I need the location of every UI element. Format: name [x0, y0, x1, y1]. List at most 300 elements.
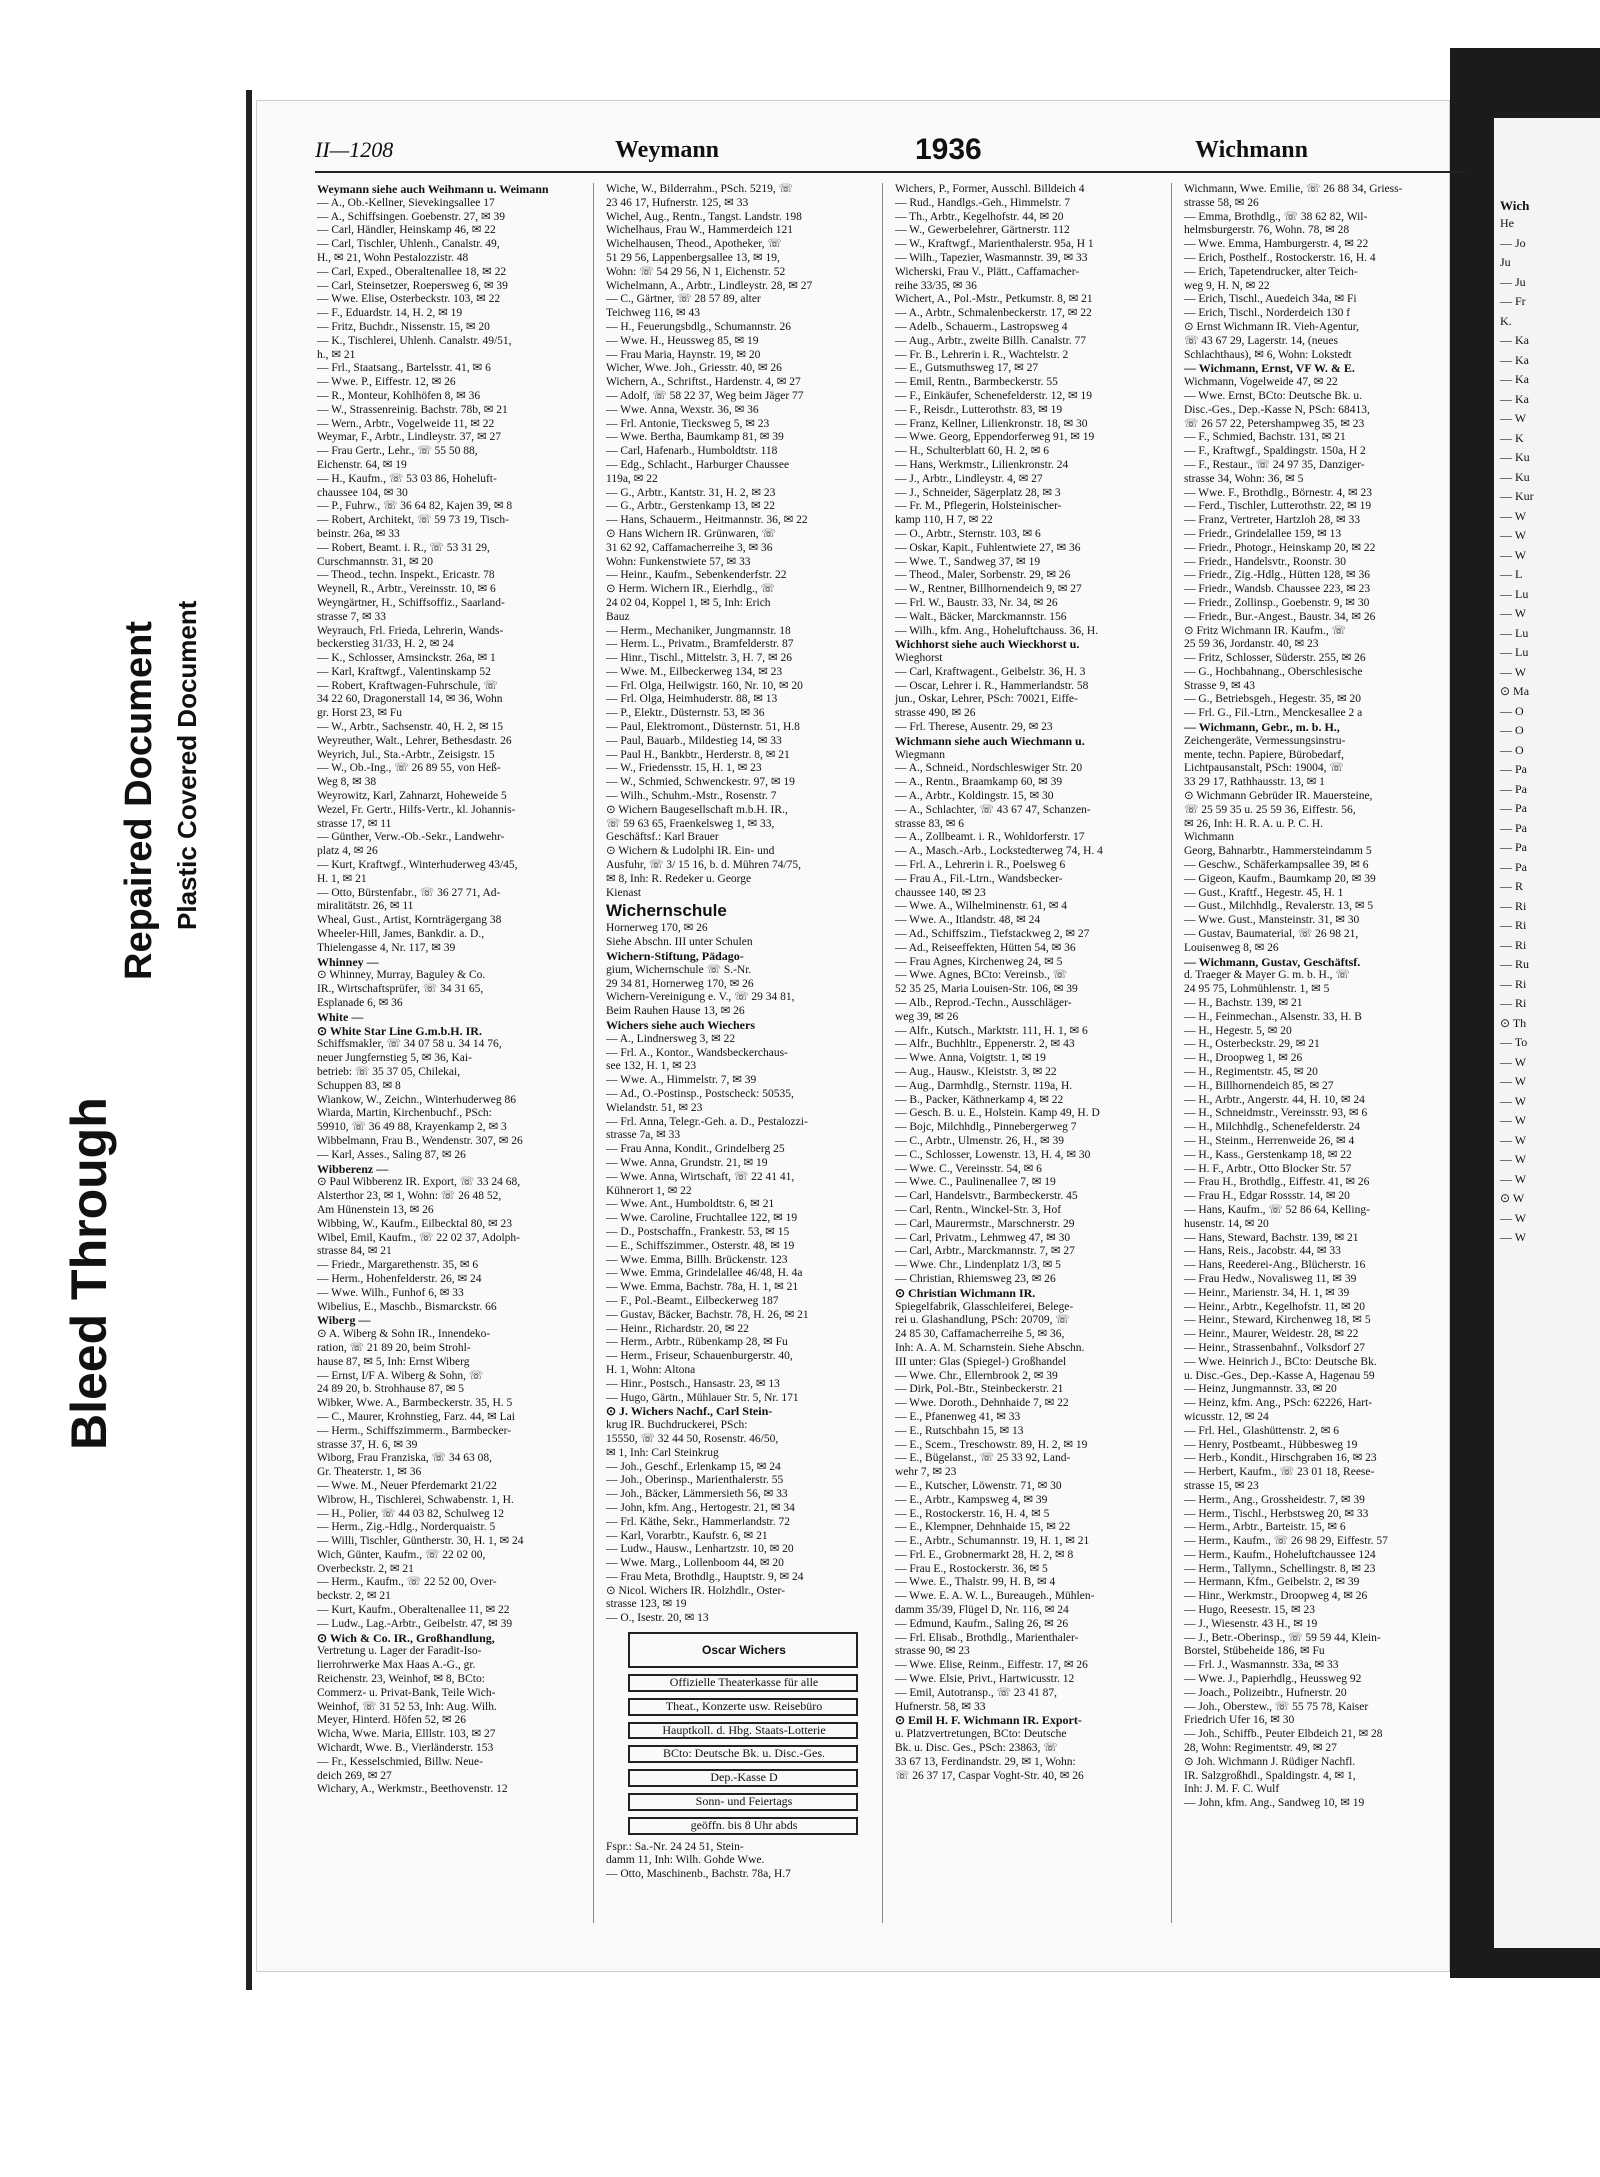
directory-entry: — Frl., Staatsang., Bartelsstr. 41, ✉ 6	[317, 362, 491, 375]
adjacent-page-line: — W	[1500, 1054, 1527, 1069]
directory-entry: Louisenweg 8, ✉ 26	[1184, 941, 1279, 954]
directory-entry: — Edg., Schlacht., Harburger Chaussee	[606, 458, 790, 471]
directory-entry: strasse 37, H. 6, ✉ 39	[317, 1438, 418, 1451]
directory-entry: — H., Regimentstr. 45, ✉ 20	[1184, 1066, 1318, 1078]
directory-entry: — W., Ob.-Ing., ☏ 26 89 55, von Heß-	[317, 762, 501, 775]
directory-entry: — Wilh., Tapezier, Wasmannstr. 39, ✉ 33	[895, 251, 1088, 264]
directory-entry: — G., Arbtr., Gerstenkamp 13, ✉ 22	[606, 500, 776, 513]
directory-entry: — Carl, Handelsvtr., Barmbeckerstr. 45	[895, 1190, 1078, 1203]
directory-entry: — H., Hegestr. 5, ✉ 20	[1184, 1024, 1292, 1037]
adjacent-page-line: — W	[1500, 1152, 1527, 1166]
directory-entry: Wezel, Fr. Gertr., Hilfs-Vertr., kl. Johannis-	[317, 803, 516, 816]
directory-entry: Borstel, Stübeheide 186, ✉ Fu	[1184, 1645, 1325, 1658]
directory-entry: Wiborg, Frau Franziska, ☏ 34 63 08,	[317, 1452, 493, 1465]
directory-entry: Wohn: Funkenstwiete 57, ✉ 33	[606, 555, 751, 568]
directory-entry: Wichern-Stiftung, Pädago-	[606, 950, 744, 964]
directory-entry: Wichert, A., Pol.-Mstr., Petkumstr. 8, ✉ 21	[895, 293, 1093, 306]
directory-entry: — Carl, Exped., Oberaltenallee 18, ✉ 22	[317, 265, 507, 278]
directory-entry: — Carl, Steinsetzer, Roepersweg 6, ✉ 39	[317, 279, 508, 292]
directory-entry: — Heinz, Jungmannstr. 33, ✉ 20	[1184, 1383, 1337, 1396]
adjacent-page-line: — W	[1500, 528, 1527, 542]
directory-entry: — E., Rutschbahn 15, ✉ 13	[895, 1424, 1024, 1437]
directory-entry: — Theod., techn. Inspekt., Ericastr. 78	[317, 569, 495, 582]
directory-entry: — Frau Anna, Kondit., Grindelberg 25	[606, 1143, 785, 1156]
directory-entry: Siehe Abschn. III unter Schulen	[606, 936, 753, 949]
directory-entry: strasse 84, ✉ 21	[317, 1245, 392, 1258]
directory-entry: H. 1, ✉ 21	[317, 872, 367, 885]
directory-entry: Wichernschule	[606, 901, 727, 921]
directory-entry: — E., Klempner, Dehnhaide 15, ✉ 22	[895, 1521, 1071, 1534]
adjacent-page-line: — Ku	[1500, 469, 1530, 484]
directory-entry: ⊙ Herm. Wichern IR., Eierhdlg., ☏	[606, 583, 775, 596]
directory-entry: — Wwe. E. A. W. L., Bureaugeh., Mühlen-	[895, 1590, 1095, 1603]
directory-entry: — Frl. Antonie, Tiecksweg 5, ✉ 23	[606, 417, 770, 430]
directory-entry: — Frau Meta, Brothdlg., Hauptstr. 9, ✉ 24	[606, 1570, 804, 1583]
directory-entry: betrieb: ☏ 35 37 05, Chilekai,	[317, 1066, 461, 1078]
directory-entry: — A., Schneid., Nordschleswiger Str. 20	[895, 762, 1083, 775]
directory-entry: — H., Billhornendeich 85, ✉ 27	[1184, 1079, 1334, 1092]
directory-entry: Wheal, Gust., Artist, Kornträgergang 38	[317, 914, 502, 927]
directory-entry: Weynell, R., Arbtr., Vereinsstr. 10, ✉ 6	[317, 583, 496, 596]
directory-entry: ✉ 8, Inh: R. Redeker u. George	[606, 872, 752, 885]
directory-entry: — G., Arbtr., Kantstr. 31, H. 2, ✉ 23	[606, 486, 776, 499]
directory-entry: — Karl, Kraftwgf., Valentinskamp 52	[317, 665, 491, 678]
directory-entry: hause 87, ✉ 5, Inh: Ernst Wiberg	[317, 1355, 470, 1368]
scan-condition-labels	[60, 360, 200, 1460]
directory-entry: — Erich, Tischl., Auedeich 34a, ✉ Fi	[1184, 293, 1357, 306]
directory-entry: rei u. Glashandlung, PSch: 20709, ☏	[895, 1314, 1070, 1327]
directory-entry: ⊙ Fritz Wichmann IR. Kaufm., ☏	[1184, 624, 1346, 637]
directory-entry: 51 29 56, Lappenbergsallee 13, ✉ 19,	[606, 251, 780, 264]
directory-entry: — Heinr., Marienstr. 34, H. 1, ✉ 39	[1184, 1286, 1350, 1299]
repaired-document-label: Repaired Document	[118, 621, 160, 980]
adjacent-page-line: — W	[1500, 1230, 1527, 1244]
directory-entry: Wohn: ☏ 54 29 56, N 1, Eichenstr. 52	[606, 265, 786, 278]
directory-entry: — K., Tischlerei, Uhlenh. Canalstr. 49/51,	[317, 334, 512, 347]
directory-entry: — Herm., Arbtr., Barteistr. 15, ✉ 6	[1184, 1521, 1346, 1534]
directory-entry: — E., Arbtr., Schumannstr. 19, H. 1, ✉ 21	[895, 1535, 1090, 1548]
bleed-through-label: Bleed Through	[61, 1097, 117, 1450]
directory-entry: Wiankow, W., Zeichn., Winterhuderweg 86	[317, 1093, 516, 1106]
directory-entry: — Carl, Tischler, Uhlenh., Canalstr. 49,	[317, 238, 500, 251]
directory-entry: — R., Monteur, Kohlhöfen 8, ✉ 36	[317, 389, 481, 402]
directory-entry: — Wwe. Ernst, BCto: Deutsche Bk. u.	[1184, 389, 1363, 402]
directory-entry: ✉ 26, Inh: H. R. A. u. P. C. H.	[1184, 817, 1324, 830]
directory-entry: — Wilh., kfm. Ang., Hoheluftchauss. 36, H.	[895, 624, 1099, 637]
directory-entry: — Hans, Steward, Bachstr. 139, ✉ 21	[1184, 1231, 1359, 1244]
directory-entry: — Gesch. B. u. E., Holstein. Kamp 49, H. D	[895, 1107, 1100, 1120]
directory-entry: — E., Schiffszimmer., Osterstr. 48, ✉ 19	[606, 1239, 795, 1252]
directory-entry: Weinhof, ☏ 31 52 53, Inh: Aug. Wilh.	[317, 1700, 497, 1713]
directory-entry: — Ferd., Tischler, Lutterothstr. 22, ✉ 19	[1184, 500, 1372, 513]
directory-entry: — Ad., O.-Postinsp., Postscheck: 50535,	[606, 1088, 794, 1100]
directory-entry: Inh: J. M. F. C. Wulf	[1184, 1783, 1280, 1796]
directory-entry: ⊙ Christian Wichmann IR.	[895, 1286, 1036, 1300]
directory-entry: — Wwe. E., Thalstr. 99, H. B, ✉ 4	[895, 1576, 1056, 1589]
directory-entry: — Heinr., Richardstr. 20, ✉ 22	[606, 1322, 749, 1335]
directory-entry: — W., Arbtr., Sachsenstr. 40, H. 2, ✉ 15	[317, 721, 503, 734]
adjacent-page-line: — Pa	[1500, 801, 1527, 815]
directory-entry: — Fr., Kesselschmied, Billw. Neue-	[317, 1755, 483, 1768]
adjacent-page-line: — Ju	[1500, 274, 1526, 289]
directory-entry: ⊙ Whinney, Murray, Baguley & Co.	[317, 969, 486, 982]
directory-entry: — J., Schneider, Sägerplatz 28, ✉ 3	[895, 486, 1061, 499]
directory-entry: ⊙ Nicol. Wichers IR. Holzhdlr., Oster-	[606, 1584, 785, 1597]
adjacent-page-fragment	[1494, 118, 1600, 1948]
directory-entry: — Willi, Tischler, Güntherstr. 30, H. 1, ✉ 24	[317, 1535, 524, 1548]
directory-entry: ☏ 43 67 29, Lagerstr. 14, (neues	[1184, 334, 1338, 347]
directory-entry: — Herm., Kaufm., ☏ 26 98 29, Eiffestr. 57	[1184, 1535, 1388, 1548]
directory-entry: — Frl. Olga, Heilwigstr. 160, Nr. 10, ✉ 20	[606, 679, 803, 692]
directory-entry: III unter: Glas (Spiegel-) Großhandel	[895, 1355, 1067, 1368]
directory-entry: chaussee 104, ✉ 30	[317, 486, 408, 499]
directory-entry: — E., Kutscher, Löwenstr. 71, ✉ 30	[895, 1479, 1062, 1492]
directory-entry: Weymann siehe auch Weihmann u. Weimann	[317, 183, 549, 196]
adjacent-page-line: — W	[1500, 1132, 1527, 1147]
adjacent-page-line: — Ka	[1500, 333, 1529, 347]
directory-entry: — Th., Arbtr., Kegelhofstr. 44, ✉ 20	[895, 210, 1064, 223]
directory-entry: wicusstr. 12, ✉ 24	[1184, 1410, 1269, 1423]
adjacent-page-line: — O	[1500, 703, 1524, 718]
directory-entry: — Herm., Kaufm., ☏ 22 52 00, Over-	[317, 1576, 497, 1589]
directory-entry: Strasse 9, ✉ 43	[1184, 679, 1255, 692]
directory-entry: — Karl, Asses., Saling 87, ✉ 26	[317, 1148, 466, 1161]
directory-entry: Eichenstr. 64, ✉ 19	[317, 458, 407, 471]
adjacent-page-line: — Ka	[1500, 391, 1529, 406]
adjacent-page-line: — Ku	[1500, 450, 1530, 464]
directory-entry: Wicherski, Frau V., Plätt., Caffamacher-	[895, 265, 1080, 278]
directory-entry: BCto: Deutsche Bk. u. Disc.-Ges.	[628, 1745, 858, 1763]
directory-entry: — Herm. L., Privatm., Bramfelderstr. 87	[606, 638, 794, 651]
directory-entry: — Joh., Oberstew., ☏ 55 75 78, Kaiser	[1184, 1700, 1369, 1713]
directory-entry: 33 67 13, Ferdinandstr. 29, ✉ 1, Wohn:	[895, 1755, 1076, 1768]
directory-entry: 31 62 92, Caffamacherreihe 3, ✉ 36	[606, 541, 773, 554]
adjacent-page-line: — Lu	[1500, 586, 1529, 601]
directory-entry: Reichenstr. 23, Weinhof, ✉ 8, BCto:	[317, 1673, 485, 1686]
directory-entry: — Frl. A., Lehrerin i. R., Poelsweg 6	[895, 859, 1066, 872]
adjacent-page-line: — Pa	[1500, 762, 1527, 776]
adjacent-page-line: — W	[1500, 508, 1527, 523]
directory-entry: — Frau Maria, Haynstr. 19, ✉ 20	[606, 348, 761, 361]
directory-entry: ✉ 1, Inh: Carl Steinkrug	[606, 1446, 719, 1459]
directory-entry: — H., Kass., Gerstenkamp 18, ✉ 22	[1184, 1148, 1352, 1161]
directory-entry: — H., Kaufm., ☏ 53 03 86, Hoheluft-	[317, 472, 497, 485]
directory-entry: Wichmann, Wwe. Emilie, ☏ 26 88 34, Griess-	[1184, 183, 1403, 195]
directory-entry: — Karl, Vorarbtr., Kaufstr. 6, ✉ 21	[606, 1529, 768, 1542]
directory-entry: — Robert, Kraftwagen-Fuhrschule, ☏	[317, 679, 498, 692]
column-3	[893, 183, 1172, 1923]
directory-entry: Hauptkoll. d. Hbg. Staats-Lotterie	[628, 1722, 858, 1740]
directory-entry: — Otto, Maschinenb., Bachstr. 78a, H.7	[606, 1868, 791, 1881]
directory-entry: — Aug., Arbtr., zweite Billh. Canalstr. 77	[895, 334, 1087, 347]
directory-entry: — Frl. Therese, Ausentr. 29, ✉ 23	[895, 721, 1053, 734]
directory-entry: weg 9, H. N, ✉ 22	[1184, 279, 1270, 292]
directory-entry: — Edmund, Kaufm., Saling 26, ✉ 26	[895, 1617, 1069, 1630]
adjacent-page-line: — W	[1500, 1093, 1527, 1108]
adjacent-page-line: — W	[1500, 1074, 1527, 1088]
directory-entry: — Wwe. M., Eilbeckerweg 134, ✉ 23	[606, 665, 783, 678]
directory-entry: — H., Steinm., Herrenweide 26, ✉ 4	[1184, 1134, 1355, 1147]
directory-entry: Wichers siehe auch Wiechers	[606, 1019, 755, 1033]
directory-entry: — O., Isestr. 20, ✉ 13	[606, 1612, 709, 1625]
directory-entry: — Frl. G., Fil.-Ltrn., Menckesallee 2 a	[1184, 707, 1363, 720]
directory-entry: — Theod., Maler, Sorbenstr. 29, ✉ 26	[895, 569, 1071, 582]
directory-entry: — Wwe. Agnes, BCto: Vereinsb., ☏	[895, 969, 1068, 982]
directory-entry: — F., Restaur., ☏ 24 97 35, Danziger-	[1184, 458, 1365, 471]
directory-entry: — Herm., Mechaniker, Jungmannstr. 18	[606, 624, 791, 637]
directory-entry: Wichmann siehe auch Wiechmann u.	[895, 734, 1085, 748]
directory-entry: — Wwe. T., Sandweg 37, ✉ 19	[895, 555, 1041, 568]
directory-entry: Theat., Konzerte usw. Reisebüro	[628, 1698, 858, 1716]
directory-entry: — Hinr., Tischl., Mittelstr. 3, H. 7, ✉ 26	[606, 652, 792, 665]
directory-entry: — Erich, Posthelf., Rostockerstr. 16, H. 4	[1184, 251, 1376, 264]
directory-entry: husenstr. 14, ✉ 20	[1184, 1217, 1269, 1230]
directory-entry: — Herm., Zig.-Hdlg., Norderquaistr. 5	[317, 1521, 496, 1534]
directory-entry: — E., Arbtr., Kampsweg 4, ✉ 39	[895, 1493, 1048, 1506]
adjacent-page-line: Ju	[1500, 255, 1511, 269]
adjacent-page-line: — Lu	[1500, 645, 1529, 659]
adjacent-page-line: K.	[1500, 313, 1512, 328]
directory-page	[256, 100, 1450, 1972]
directory-entry: — Wwe. C., Paulinenallee 7, ✉ 19	[895, 1176, 1056, 1189]
directory-entry: — Hugo, Gärtn., Mühlauer Str. 5, Nr. 171	[606, 1391, 799, 1404]
directory-entry: — Otto, Bürstenfabr., ☏ 36 27 71, Ad-	[317, 886, 501, 899]
directory-entry: 23 46 17, Hufnerstr. 125, ✉ 33	[606, 196, 749, 209]
directory-entry: — G., Betriebsgeh., Hegestr. 35, ✉ 20	[1184, 693, 1361, 706]
directory-entry: — Hans, Kaufm., ☏ 52 86 64, Kelling-	[1184, 1203, 1370, 1216]
directory-entry: — Wwe. J., Papierhdlg., Heussweg 92	[1184, 1673, 1362, 1686]
directory-entry: Wichers, P., Former, Ausschl. Billdeich 4	[895, 183, 1085, 195]
directory-entry: — Wwe. Emma, Grindelallee 46/48, H. 4a	[606, 1267, 803, 1280]
directory-entry: Wiche, W., Bilderrahm., PSch. 5219, ☏	[606, 183, 794, 195]
directory-entry: — Alfr., Kutsch., Marktstr. 111, H. 1, ✉ 6	[895, 1024, 1088, 1037]
adjacent-page-line: — Jo	[1500, 235, 1526, 250]
directory-entry: helmsburgerstr. 76, Wohn. 78, ✉ 28	[1184, 224, 1350, 237]
directory-entry: ⊙ Wichmann Gebrüder IR. Mauersteine,	[1184, 790, 1373, 803]
directory-entry: — F., Eduardstr. 14, H. 2, ✉ 19	[317, 307, 463, 320]
directory-entry: Wich, Günter, Kaufm., ☏ 22 02 00,	[317, 1548, 486, 1561]
directory-entry: — Günther, Verw.-Ob.-Sekr., Landwehr-	[317, 831, 505, 844]
directory-entry: u. Platzvertretungen, BCto: Deutsche	[895, 1728, 1067, 1741]
directory-entry: Kühnerort 1, ✉ 22	[606, 1184, 692, 1197]
directory-entry: — H., Droopweg 1, ✉ 26	[1184, 1052, 1303, 1065]
adjacent-page-line: — W	[1500, 1113, 1527, 1127]
directory-entry: — Wwe. Georg, Eppendorferweg 91, ✉ 19	[895, 431, 1095, 444]
directory-entry: — Wwe. Emma, Bachstr. 78a, H. 1, ✉ 21	[606, 1281, 799, 1294]
adjacent-page-line: — Ri	[1500, 937, 1527, 952]
directory-entry: — Wwe. Anna, Voigtstr. 1, ✉ 19	[895, 1052, 1046, 1065]
directory-entry: — Frau H., Brothdlg., Eiffestr. 41, ✉ 26	[1184, 1176, 1370, 1189]
directory-entry: strasse 90, ✉ 23	[895, 1645, 970, 1658]
directory-entry: Alsterthor 23, ✉ 1, Wohn: ☏ 26 48 52,	[317, 1190, 502, 1203]
directory-entry: — Wilh., Schuhm.-Mstr., Rosenstr. 7	[606, 790, 777, 803]
directory-entry: — Wwe. Elise, Osterbeckstr. 103, ✉ 22	[317, 293, 501, 306]
directory-entry: — Rud., Handlgs.-Geh., Himmelstr. 7	[895, 196, 1071, 209]
directory-entry: — E., Rostockerstr. 16, H. 4, ✉ 5	[895, 1507, 1050, 1520]
directory-entry: — Aug., Darmhdlg., Sternstr. 119a, H.	[895, 1079, 1073, 1092]
directory-entry: — Wwe. Bertha, Baumkamp 81, ✉ 39	[606, 431, 784, 444]
directory-entry: — Heinz, kfm. Ang., PSch: 62226, Hart-	[1184, 1397, 1373, 1410]
adjacent-page-line: — Ka	[1500, 372, 1529, 386]
directory-entry: — F., Kraftwgf., Spaldingstr. 150a, H 2	[1184, 445, 1366, 458]
first-entry-name: Weymann	[615, 137, 720, 163]
directory-entry: — Friedr., Bur.-Angest., Baustr. 34, ✉ 26	[1184, 610, 1376, 623]
directory-entry: Wiarda, Martin, Kirchenbuchf., PSch:	[317, 1107, 492, 1120]
directory-entry: Spiegelfabrik, Glasschleiferei, Belege-	[895, 1300, 1074, 1313]
directory-entry: White —	[317, 1010, 364, 1024]
directory-entry: — Wwe. Chr., Lindenplatz 1/3, ✉ 5	[895, 1259, 1061, 1272]
directory-entry: — H., Feuerungsbdlg., Schumannstr. 26	[606, 320, 791, 333]
directory-entry: krug IR. Buchdruckerei, PSch:	[606, 1419, 748, 1432]
directory-entry: — Hans, Reis., Jacobstr. 44, ✉ 33	[1184, 1245, 1341, 1258]
directory-entry: neuer Jungfernstieg 5, ✉ 36, Kai-	[317, 1052, 472, 1065]
adjacent-page-line: — W	[1500, 1210, 1527, 1225]
directory-entry: — Ad., Schiffszim., Tiefstackweg 2, ✉ 27	[895, 928, 1090, 941]
adjacent-page-line: — Pa	[1500, 840, 1527, 854]
directory-entry: strasse 58, ✉ 26	[1184, 196, 1259, 209]
directory-entry: — Frl. Käthe, Sekr., Hammerlandstr. 72	[606, 1515, 790, 1528]
directory-entry: — Joach., Polizeibtr., Hufnerstr. 20	[1184, 1686, 1347, 1699]
directory-entry: Schiffsmakler, ☏ 34 07 58 u. 34 14 76,	[317, 1038, 502, 1051]
directory-entry: — Heinr., Arbtr., Kegelhofstr. 11, ✉ 20	[1184, 1300, 1366, 1313]
directory-entry: Curschmannstr. 31, ✉ 20	[317, 555, 434, 568]
directory-entry: Schuppen 83, ✉ 8	[317, 1079, 401, 1092]
directory-entry: — Gust., Kraftf., Hegestr. 45, H. 1	[1184, 886, 1344, 899]
directory-entry: — H., Schulterblatt 60, H. 2, ✉ 6	[895, 445, 1050, 458]
adjacent-page-line: ⊙ W	[1500, 1191, 1525, 1205]
directory-entry: Dep.-Kasse D	[628, 1769, 858, 1787]
directory-entry: — Erich, Tapetendrucker, alter Teich-	[1184, 265, 1358, 278]
directory-entry: weg 39, ✉ 26	[895, 1010, 959, 1023]
directory-entry: — B., Packer, Käthnerkamp 4, ✉ 22	[895, 1093, 1064, 1106]
directory-entry: Fspr.: Sa.-Nr. 24 24 51, Stein-	[606, 1840, 744, 1853]
directory-entry: — Frl. Hel., Glashüttenstr. 2, ✉ 6	[1184, 1424, 1339, 1437]
adjacent-page-lines	[1494, 214, 1600, 1248]
directory-entry: — Hans, Reederei-Ang., Blücherstr. 16	[1184, 1259, 1366, 1272]
directory-entry: — Wwe. Gust., Mansteinstr. 31, ✉ 30	[1184, 914, 1360, 927]
directory-entry: Wibrow, H., Tischlerei, Schwabenstr. 1, H.	[317, 1493, 514, 1506]
directory-entry: — Fritz, Buchdr., Nissenstr. 15, ✉ 20	[317, 320, 490, 333]
directory-entry: Wicher, Wwe. Joh., Griesstr. 40, ✉ 26	[606, 362, 782, 375]
directory-entry: Wichern-Vereinigung e. V., ☏ 29 34 81,	[606, 991, 795, 1004]
directory-entry: Thielengasse 4, Nr. 117, ✉ 39	[317, 941, 456, 954]
directory-entry: — A., Rentn., Braamkamp 60, ✉ 39	[895, 776, 1063, 789]
directory-entry: Wichardt, Wwe. B., Vierländerstr. 153	[317, 1742, 494, 1755]
directory-entry: — Gustav, Baumaterial, ☏ 26 98 21,	[1184, 928, 1359, 941]
directory-entry: — Robert, Beamt. i. R., ☏ 53 31 29,	[317, 541, 490, 554]
directory-entry: — Adelb., Schauerm., Lastropsweg 4	[895, 320, 1068, 333]
directory-entry: — F., Einkäufer, Schenefelderstr. 12, ✉ 19	[895, 389, 1092, 402]
directory-entry: — Wwe. M., Neuer Pferdemarkt 21/22	[317, 1479, 497, 1492]
directory-entry: Offizielle Theaterkasse für alle	[628, 1674, 858, 1692]
directory-entry: — Wwe. Chr., Ellernbrook 2, ✉ 39	[895, 1369, 1058, 1382]
directory-entry: beckerstieg 31/33, H. 2, ✉ 24	[317, 638, 454, 651]
directory-entry: kamp 110, H 7, ✉ 22	[895, 514, 993, 527]
directory-entry: strasse 490, ✉ 26	[895, 707, 976, 720]
directory-entry: — Frl. Anna, Telegr.-Geh. a. D., Pestalozzi-	[606, 1115, 808, 1128]
directory-entry: — Fr. M., Pflegerin, Holsteinischer-	[895, 500, 1062, 513]
directory-entry: Wibberenz —	[317, 1162, 389, 1176]
directory-entry: Weyrowitz, Karl, Zahnarzt, Hoheweide 5	[317, 790, 507, 803]
directory-entry: — Wwe. Elsie, Privt., Hartwicusstr. 12	[895, 1673, 1075, 1686]
directory-entry: IR. Salzgroßhdl., Spaldingstr. 4, ✉ 1,	[1184, 1769, 1356, 1782]
directory-entry: Ausfuhr, ☏ 3/ 15 16, b. d. Mühren 74/75,	[606, 859, 802, 872]
directory-entry: — J., Wiesenstr. 43 H., ✉ 19	[1184, 1617, 1318, 1630]
directory-entry: — Ludw., Lag.-Arbtr., Geibelstr. 47, ✉ 39	[317, 1617, 513, 1630]
directory-entry: — Frl. Olga, Heimhuderstr. 88, ✉ 13	[606, 693, 778, 706]
directory-entry: Weyreuther, Walt., Lehrer, Bethesdastr. 26	[317, 734, 512, 747]
directory-entry: — Heinr., Kaufm., Sebenkenderfstr. 22	[606, 569, 787, 582]
directory-entry: — A., Ob.-Kellner, Sievekingsallee 17	[317, 196, 495, 209]
directory-entry: ☏ 59 63 65, Fraenkelsweg 1, ✉ 33,	[606, 817, 775, 830]
directory-entry: — Wwe. A., Himmelstr. 7, ✉ 39	[606, 1074, 757, 1087]
directory-entry: Inh: A. A. M. Scharnstein. Siehe Abschn.	[895, 1341, 1085, 1354]
directory-entry: ⊙ White Star Line G.m.b.H. IR.	[317, 1024, 482, 1038]
directory-entry: strasse 83, ✉ 6	[895, 817, 965, 830]
directory-entry: — Frau E., Rostockerstr. 36, ✉ 5	[895, 1562, 1048, 1575]
directory-entry: Wibker, Wwe. A., Barmbeckerstr. 35, H. 5	[317, 1397, 513, 1410]
directory-entry: — Wwe. H., Heussweg 85, ✉ 19	[606, 334, 759, 347]
directory-entry: — Robert, Architekt, ☏ 59 73 19, Tisch-	[317, 514, 509, 527]
directory-entry: — Joh., Bäcker, Lämmersieth 56, ✉ 33	[606, 1488, 788, 1501]
directory-entry: — Wwe. F., Brothdlg., Börnestr. 4, ✉ 23	[1184, 486, 1373, 499]
directory-entry: — E., Scem., Treschowstr. 89, H. 2, ✉ 19	[895, 1438, 1088, 1451]
adjacent-page-line: — Ri	[1500, 918, 1527, 932]
adjacent-page-line: — R	[1500, 879, 1524, 893]
adjacent-page-line: — W	[1500, 1171, 1527, 1186]
directory-entry: Vertretung u. Lager der Faradit-Iso-	[317, 1645, 482, 1658]
directory-entry: Schlachthaus), ✉ 6, Wohn: Lokstedt	[1184, 348, 1352, 361]
directory-entry: ⊙ Paul Wibberenz IR. Export, ☏ 33 24 68,	[317, 1176, 521, 1189]
directory-entry: — Henry, Postbeamt., Hübbesweg 19	[1184, 1438, 1358, 1451]
directory-entry: — Wwe. A., Wilhelminenstr. 61, ✉ 4	[895, 900, 1067, 913]
directory-entry: — P., Fuhrw., ☏ 36 64 82, Kajen 39, ✉ 8	[317, 500, 513, 513]
adjacent-page-line: ⊙ Th	[1500, 1015, 1527, 1030]
directory-entry: — Wwe. Heinrich J., BCto: Deutsche Bk.	[1184, 1355, 1377, 1368]
directory-entry: ⊙ Wichern Baugesellschaft m.b.H. IR.,	[606, 803, 788, 816]
page-header	[315, 133, 1465, 173]
directory-entry: mente, techn. Papiere, Bürobedarf,	[1184, 748, 1344, 761]
directory-entry: Wichmann, Vogelweide 47, ✉ 22	[1184, 376, 1338, 389]
directory-entry: — Erich, Tischl., Norderdeich 130 f	[1184, 307, 1351, 320]
directory-entry: reihe 33/35, ✉ 36	[895, 279, 977, 292]
adjacent-page-line: — O	[1500, 742, 1524, 757]
directory-entry: jun., Oskar, Lehrer, PSch: 70021, Eiffe-	[895, 693, 1078, 706]
directory-entry: — Carl, Rentn., Winckel-Str. 3, Hof	[895, 1203, 1062, 1216]
directory-entry: H. 1, Wohn: Altona	[606, 1363, 696, 1376]
adjacent-page-line: — Ri	[1500, 996, 1527, 1010]
directory-entry: — Hans, Schauerm., Heitmannstr. 36, ✉ 22	[606, 514, 808, 527]
adjacent-page-line: — Kur	[1500, 489, 1534, 503]
directory-entry: Wichelmann, A., Arbtr., Lindleystr. 28, ✉ 27	[606, 279, 813, 292]
directory-entry: Weyrauch, Frl. Frieda, Lehrerin, Wands-	[317, 624, 504, 637]
directory-entry: strasse 15, ✉ 23	[1184, 1479, 1259, 1492]
directory-entry: — Wwe. Elise, Reinm., Eiffestr. 17, ✉ 26	[895, 1659, 1088, 1672]
directory-entry: deich 269, ✉ 27	[317, 1769, 392, 1782]
directory-entry: — Ad., Reiseeffekten, Hütten 54, ✉ 36	[895, 941, 1076, 954]
adjacent-page-line: — Pa	[1500, 781, 1527, 796]
directory-entry: — Heinr., Maurer, Weidestr. 28, ✉ 22	[1184, 1328, 1359, 1341]
directory-entry: Beim Rauhen Hause 13, ✉ 26	[606, 1005, 745, 1018]
directory-entry: — Christian, Rhiemsweg 23, ✉ 26	[895, 1272, 1056, 1285]
directory-entry: 24 95 75, Lohmühlenstr. 1, ✉ 5	[1184, 983, 1330, 996]
directory-entry: — Wwe. Anna, Wexstr. 36, ✉ 36	[606, 403, 759, 416]
directory-entry: ⊙ Joh. Wichmann J. Rüdiger Nachfl.	[1184, 1755, 1356, 1768]
directory-entry: Weg 8, ✉ 38	[317, 776, 377, 789]
directory-entry: — W., Friedensstr. 15, H. 1, ✉ 23	[606, 762, 762, 775]
directory-entry: — John, kfm. Ang., Hertogestr. 21, ✉ 34	[606, 1501, 795, 1514]
directory-entry: — Alb., Reprod.-Techn., Ausschläger-	[895, 997, 1072, 1010]
